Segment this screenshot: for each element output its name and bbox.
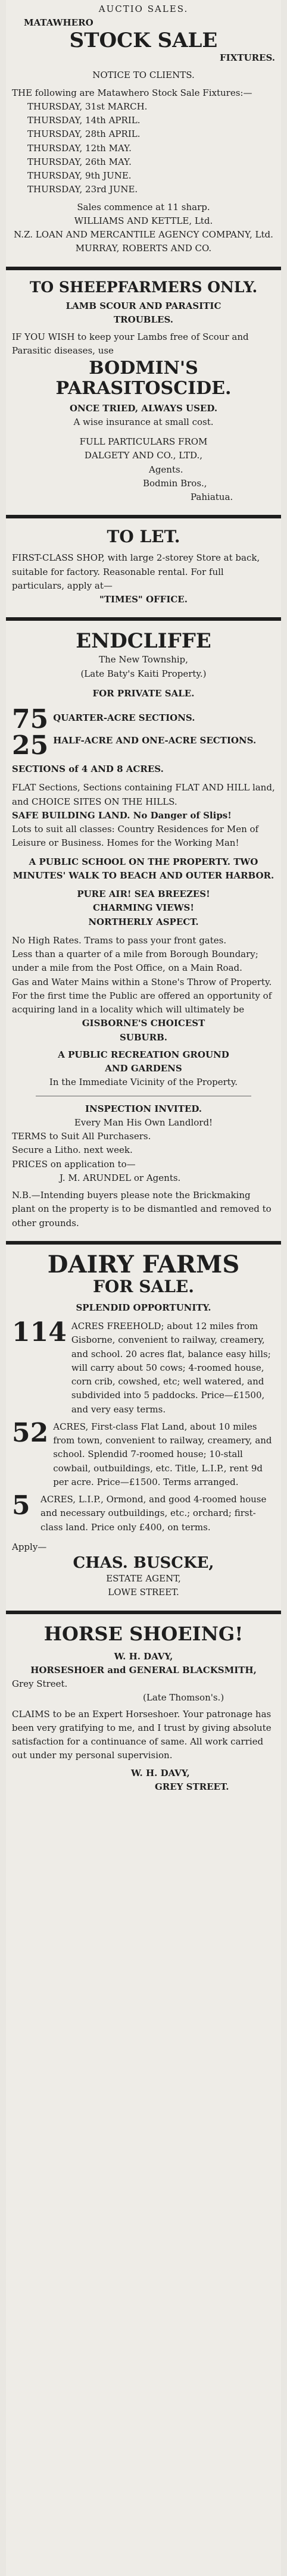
sections-line: SECTIONS of 4 AND 8 ACRES. xyxy=(12,764,164,775)
acre-number: 52 xyxy=(12,1417,49,1448)
endcliffe-heading: ENDCLIFFE xyxy=(76,629,211,654)
sheep-body: IF YOU WISH to keep your Lambs free of Scour and Parasitic diseases, use xyxy=(12,332,249,357)
stock-sale-title: STOCK SALE xyxy=(69,28,218,52)
newspaper-column xyxy=(6,0,281,2576)
agent-line: MURRAY, ROBERTS AND CO. xyxy=(75,243,212,254)
smith-sign-street: GREY STREET. xyxy=(155,1781,229,1792)
notice-to-clients: NOTICE TO CLIENTS. xyxy=(92,70,195,81)
acre-text: ACRES, L.I.P., Ormond, and good 4-roomed house and necessary outbuildings, etc.; orchard; first-class land. Price only £400, on terms. xyxy=(40,1494,267,1533)
sheep-agents-label: Agents. xyxy=(149,464,183,475)
fixture-item: THURSDAY, 9th JUNE. xyxy=(27,170,132,182)
lot-number: 75 xyxy=(12,704,49,735)
product-name: PARASITOSCIDE. xyxy=(55,378,232,399)
dairy-item xyxy=(12,1490,275,1534)
acre-text: ACRES, First-class Flat Land, about 10 miles from town, convenient to railway, creamery, and school. Splendid 7-roomed house; 10-stall cowbail, outbuildings, etc. Title, L.I.P., rent 9d per acre. Price—£1500. Terms arranged. xyxy=(53,1421,272,1487)
choicest-suburb: SUBURB. xyxy=(119,1031,168,1043)
public-note: For the first time the Public are offered an opportunity of acquiring land in a locality which will ultimately be xyxy=(12,990,272,1015)
apply-label: Apply— xyxy=(12,1541,47,1552)
agent-line: N.Z. LOAN AND MERCANTILE AGENCY COMPANY, Ltd. xyxy=(14,229,273,240)
safe-building: SAFE BUILDING LAND. No Danger of Slips! xyxy=(12,809,232,821)
choicest-suburb: GISBORNE'S CHOICEST xyxy=(82,1018,205,1029)
sheep-place: Pahiatua. xyxy=(191,492,233,503)
endcliffe-ad xyxy=(6,627,281,1233)
nb-note: N.B.—Intending buyers please note the Brickmaking plant on the property is to be dismantled and removed to other grounds. xyxy=(12,1190,272,1228)
recreation-ground: AND GARDENS xyxy=(105,1063,182,1074)
stock-sale-subtitle: FIXTURES. xyxy=(220,52,275,64)
lot-text: HALF-ACRE AND ONE-ACRE SECTIONS. xyxy=(53,735,257,746)
secure-line: Secure a Litho. next week. xyxy=(12,1145,133,1156)
to-let-heading: TO LET. xyxy=(107,527,180,547)
landlord-line: Every Man His Own Landlord! xyxy=(74,1117,213,1128)
sheep-bros: Bodmin Bros., xyxy=(143,477,207,489)
lots-suit: Lots to suit all classes: Country Residences for Men of Leisure or Business. Homes for the Working Man! xyxy=(12,824,259,849)
smith-claims: CLAIMS to be an Expert Horseshoer. Your patronage has been very gratifying to me, and I trust by giving absolute satisfaction for a continuance of same. All work carried out under my personal supervision. xyxy=(12,1708,272,1761)
acre-text: ACRES FREEHOLD; about 12 miles from Gisborne, convenient to railway, creamery, and school. 20 acres flat, balance easy hills; will carry about 50 cows; 4-roomed house, corn crib, cowshed, etc; well watered, and subdivided into 5 paddocks. Price—£1500, and very easy terms. xyxy=(71,1321,271,1415)
sheep-subheading: TROUBLES. xyxy=(114,314,173,325)
fixture-item: THURSDAY, 23rd JUNE. xyxy=(27,184,138,195)
private-sale: FOR PRIVATE SALE. xyxy=(92,687,195,699)
agent-role: ESTATE AGENT, xyxy=(106,1573,181,1584)
divider xyxy=(6,1611,281,1614)
to-let-office: "TIMES" OFFICE. xyxy=(99,594,188,605)
agent-street: LOWE STREET. xyxy=(108,1587,179,1598)
fixture-item: THURSDAY, 14th APRIL. xyxy=(27,115,141,126)
dairy-heading: FOR SALE. xyxy=(92,1276,194,1296)
sheep-subheading: LAMB SCOUR AND PARASITIC xyxy=(65,300,222,311)
to-let-ad xyxy=(6,524,281,609)
divider xyxy=(6,1241,281,1245)
distance-note: Less than a quarter of a mile from Borough Boundary; under a mile from the Post Office, on a Main Road. xyxy=(12,949,258,974)
lot-item xyxy=(12,706,275,733)
agent-name: CHAS. BUSCKE, xyxy=(73,1554,214,1573)
air-line: NORTHERLY ASPECT. xyxy=(88,916,199,927)
endcliffe-subheading: The New Township, xyxy=(99,654,188,665)
dairy-heading: DAIRY FARMS xyxy=(47,1250,240,1278)
dairy-farms-ad xyxy=(6,1251,281,1602)
agent-line: J. M. ARUNDEL or Agents. xyxy=(60,1172,181,1183)
divider xyxy=(6,515,281,518)
smith-street: Grey Street. xyxy=(12,1678,68,1690)
sheep-heading: TO SHEEPFARMERS ONLY. xyxy=(29,278,258,296)
terms-line: TERMS to Suit All Purchasers. xyxy=(12,1131,151,1142)
endcliffe-subheading: (Late Baty's Kaiti Property.) xyxy=(80,668,207,679)
smith-signature: W. H. DAVY, xyxy=(131,1767,190,1778)
stock-sale-agents xyxy=(12,214,275,256)
recreation-ground: A PUBLIC RECREATION GROUND xyxy=(58,1049,229,1060)
gas-note: Gas and Water Mains within a Stone's Throw of Property. xyxy=(12,976,272,987)
fixtures-list xyxy=(12,100,275,197)
agent-line: WILLIAMS AND KETTLE, Ltd. xyxy=(74,215,213,226)
smith-late: (Late Thomson's.) xyxy=(143,1692,224,1703)
product-name: BODMIN'S xyxy=(89,357,198,379)
auction-sales-header: AUCTIO SALES. xyxy=(98,4,189,14)
fixture-item: THURSDAY, 12th MAY. xyxy=(27,142,132,154)
divider xyxy=(6,617,281,621)
sales-time: Sales commence at 11 sharp. xyxy=(77,201,210,212)
sheepfarmers-ad xyxy=(6,276,281,507)
flat-sections: FLAT Sections, Sections containing FLAT AND HILL land, and CHOICE SITES ON THE HILLS. xyxy=(12,782,275,807)
divider xyxy=(6,267,281,270)
sheep-slogan: ONCE TRIED, ALWAYS USED. xyxy=(69,402,218,414)
sheep-particulars: FULL PARTICULARS FROM xyxy=(79,436,208,448)
inspection-invited: INSPECTION INVITED. xyxy=(85,1103,202,1114)
fixture-item: THURSDAY, 26th MAY. xyxy=(27,156,132,167)
recreation-ground: In the Immediate Vicinity of the Property. xyxy=(49,1077,238,1088)
acre-number: 114 xyxy=(12,1317,67,1348)
dairy-item xyxy=(12,1417,275,1489)
to-let-body: FIRST-CLASS SHOP, with large 2-storey Store at back, suitable for factory. Reasonable rental. For full particulars, apply at— xyxy=(12,552,260,591)
horse-heading: HORSE SHOEING! xyxy=(43,1622,244,1645)
school-note: A PUBLIC SCHOOL ON THE PROPERTY. TWO MINUTES' WALK TO BEACH AND OUTER HARBOR. xyxy=(13,856,274,881)
stock-sale-brand: MATAWHERO xyxy=(24,17,93,29)
air-line: CHARMING VIEWS! xyxy=(93,902,194,914)
lot-text: QUARTER-ACRE SECTIONS. xyxy=(53,712,195,724)
stock-sale-ad xyxy=(6,0,281,258)
fixture-item: THURSDAY, 31st MARCH. xyxy=(27,101,148,112)
fixture-item: THURSDAY, 28th APRIL. xyxy=(27,129,141,140)
horse-shoeing-ad xyxy=(6,1620,281,1797)
acre-number: 5 xyxy=(12,1490,30,1521)
prices-line: PRICES on application to— xyxy=(12,1158,136,1170)
rates-note: No High Rates. Trams to pass your front gates. xyxy=(12,934,227,946)
splendid-opportunity: SPLENDID OPPORTUNITY. xyxy=(76,1302,211,1313)
stock-sale-intro: THE following are Matawhero Stock Sale Fixtures:— xyxy=(12,87,252,98)
sheep-tagline: A wise insurance at small cost. xyxy=(73,416,214,427)
dairy-item xyxy=(12,1317,275,1417)
lot-item xyxy=(12,730,275,761)
lot-number: 25 xyxy=(12,730,49,761)
air-line: PURE AIR! SEA BREEZES! xyxy=(77,889,210,900)
sheep-company: DALGETY AND CO., LTD., xyxy=(84,450,203,461)
smith-trade: HORSESHOER and GENERAL BLACKSMITH, xyxy=(30,1664,257,1675)
smith-name: W. H. DAVY, xyxy=(114,1650,173,1662)
